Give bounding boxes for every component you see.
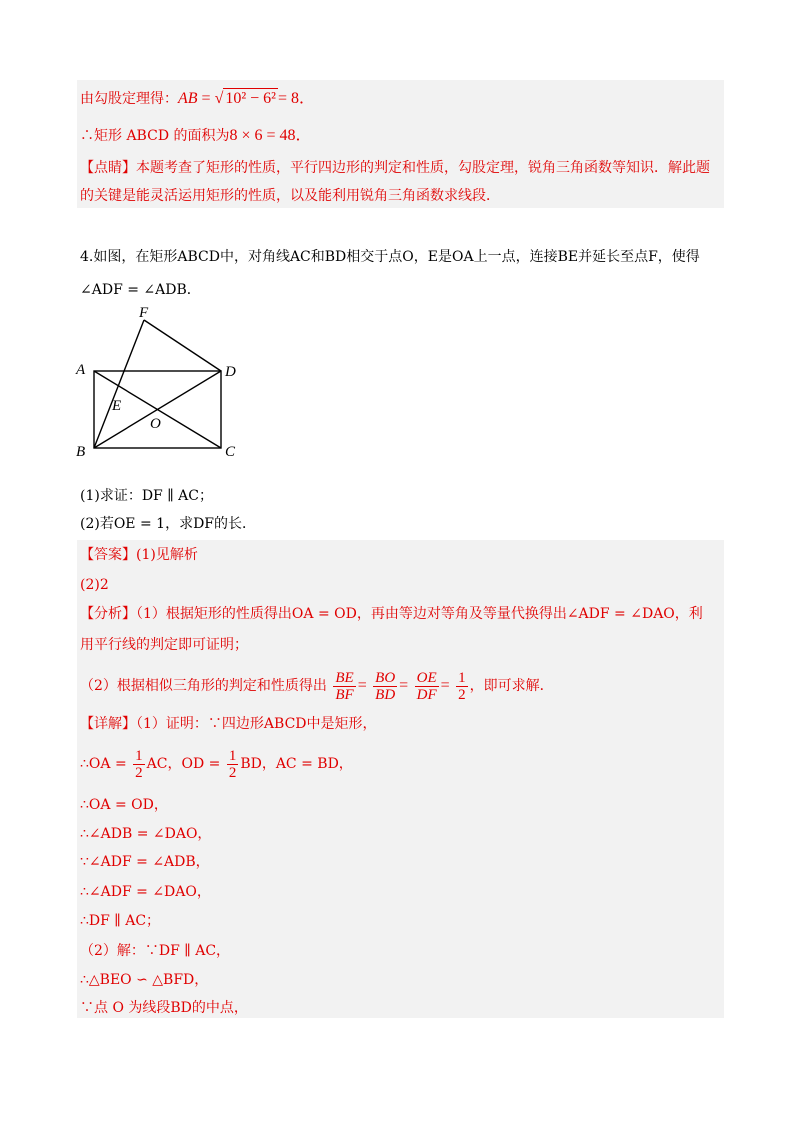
fraction-half-ac: $\frac{1}{2}$ (135, 747, 143, 781)
question-1: (1)求证：DF ∥ AC； (80, 488, 213, 504)
detail-line-9: ∴△BEO ∽ △BFD， (80, 972, 209, 988)
label-e: E (112, 398, 122, 414)
detail-line-2: ∴OA = $\frac{1}{2}$ AC，OD = $\frac{1}{2}$ BD，AC = BD， (80, 747, 353, 781)
fraction-bo-bd: $\frac{BO}{BD}$ (375, 669, 396, 703)
answer-line-1: 【答案】(1)见解析 (80, 547, 198, 563)
segment-bf (94, 320, 144, 448)
question-2: (2)若OE = 1，求DF的长． (80, 516, 257, 532)
label-o: O (150, 416, 161, 432)
problem-statement-line-2: ∠ADF = ∠ADB． (80, 282, 201, 298)
label-a: A (76, 362, 86, 378)
detail-line-10: ∵点 O 为线段BD的中点， (80, 1000, 248, 1016)
area-line: ∴矩形 ABCD 的面积为8 × 6 = 48． (80, 127, 312, 144)
detail-line-3: ∴OA = OD， (80, 797, 168, 813)
geometry-figure (70, 300, 250, 465)
label-c: C (225, 444, 236, 460)
label-f: F (139, 305, 149, 321)
pythagoras-line: 由勾股定理得：AB = √ 10² − 6² = 8． (80, 90, 316, 107)
answer-line-2: (2)2 (80, 577, 109, 593)
fraction-oe-df: $\frac{OE}{DF}$ (416, 669, 437, 703)
segment-fd (144, 320, 221, 371)
analysis-line-3: （2）根据相似三角形的判定和性质得出 $\frac{BE}{BF}$ = $\frac{BO}{BD}$ = $\frac{OE}{DF}$ = $\frac{1}{2}$ ，即可求解． (80, 669, 554, 703)
label-b: B (76, 444, 86, 460)
detail-line-8: （2）解：∵DF ∥ AC， (80, 943, 231, 959)
analysis-line-2: 用平行线的判定即可证明； (80, 637, 248, 653)
detail-line-7: ∴DF ∥ AC； (80, 913, 161, 929)
radicand: 10² − 6² (225, 90, 276, 107)
detail-line-1: 【详解】（1）证明：∵四边形ABCD中是矩形， (80, 716, 377, 732)
detail-line-4: ∴∠ADB = ∠DAO， (80, 826, 212, 842)
fraction-be-bf: $\frac{BE}{BF}$ (335, 669, 354, 703)
detail-line-6: ∴∠ADF = ∠DAO， (80, 884, 211, 900)
detail-line-5: ∵∠ADF = ∠ADB， (80, 854, 210, 870)
fraction-one-half: $\frac{1}{2}$ (458, 669, 466, 703)
label-d: D (225, 364, 236, 380)
comment-line-1: 【点睛】本题考查了矩形的性质，平行四边形的判定和性质，勾股定理，锐角三角函数等知识．解此题 (80, 160, 710, 176)
fraction-half-bd: $\frac{1}{2}$ (228, 747, 237, 781)
comment-line-2: 的关键是能灵活运用矩形的性质，以及能利用锐角三角函数求线段． (80, 188, 500, 204)
problem-statement-line-1: 4.如图，在矩形ABCD中，对角线AC和BD相交于点O，E是OA上一点，连接BE并延长至点F，使得 (80, 249, 700, 265)
analysis-line-1: 【分析】（1）根据矩形的性质得出OA = OD，再由等边对等角及等量代换得出∠ADF = ∠DAO，利 (80, 606, 703, 622)
